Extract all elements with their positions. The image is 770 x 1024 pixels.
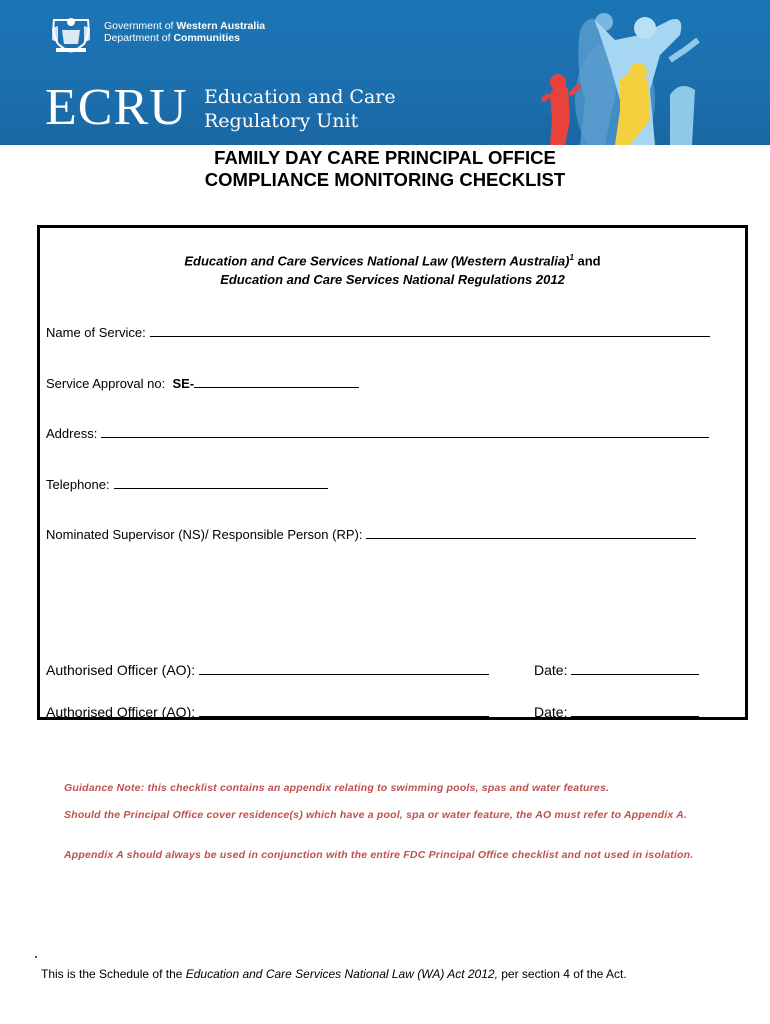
- address-field[interactable]: Address:: [46, 425, 709, 441]
- authorised-officer-field-2[interactable]: Authorised Officer (AO):: [46, 703, 489, 720]
- name-of-service-field[interactable]: Name of Service:: [46, 324, 710, 340]
- footnote-marker: [35, 956, 37, 958]
- ecru-logo-text: ECRU: [45, 79, 188, 136]
- telephone-field[interactable]: Telephone:: [46, 476, 328, 492]
- children-silhouettes-graphic: [520, 0, 770, 145]
- guidance-note-2: Should the Principal Office cover residence(s) which have a pool, spa or water feature, the AO must refer to Appendix A.: [64, 809, 688, 821]
- unit-name: Education and Care Regulatory Unit: [204, 86, 396, 132]
- service-approval-field[interactable]: Service Approval no: SE-: [46, 375, 359, 391]
- legislation-heading: Education and Care Services National Law (Western Australia)$^1$ and Education and Care Services National Regulations 2012: [184, 253, 601, 288]
- document-title: FAMILY DAY CARE PRINCIPAL OFFICE COMPLIANCE MONITORING CHECKLIST: [204, 147, 566, 190]
- service-details-box: [37, 225, 748, 720]
- footer-schedule-note: This is the Schedule of the Education and Care Services National Law (WA) Act 2012, per section 4 of the Act.: [41, 967, 627, 981]
- date-field-2[interactable]: Date:: [534, 703, 699, 720]
- header-banner: [0, 0, 770, 145]
- government-name: Government of Western Australia Department of Communities: [104, 20, 266, 44]
- authorised-officer-field-1[interactable]: Authorised Officer (AO):: [46, 661, 489, 678]
- nominated-supervisor-field[interactable]: Nominated Supervisor (NS)/ Responsible Person (RP):: [46, 526, 696, 542]
- date-field-1[interactable]: Date:: [534, 661, 699, 678]
- guidance-note-1: Guidance Note: this checklist contains an appendix relating to swimming pools, spas and water features.: [64, 782, 610, 794]
- wa-crest-icon: [48, 14, 94, 54]
- guidance-note-3: Appendix A should always be used in conjunction with the entire FDC Principal Office checklist and not used in isolation.: [64, 849, 694, 861]
